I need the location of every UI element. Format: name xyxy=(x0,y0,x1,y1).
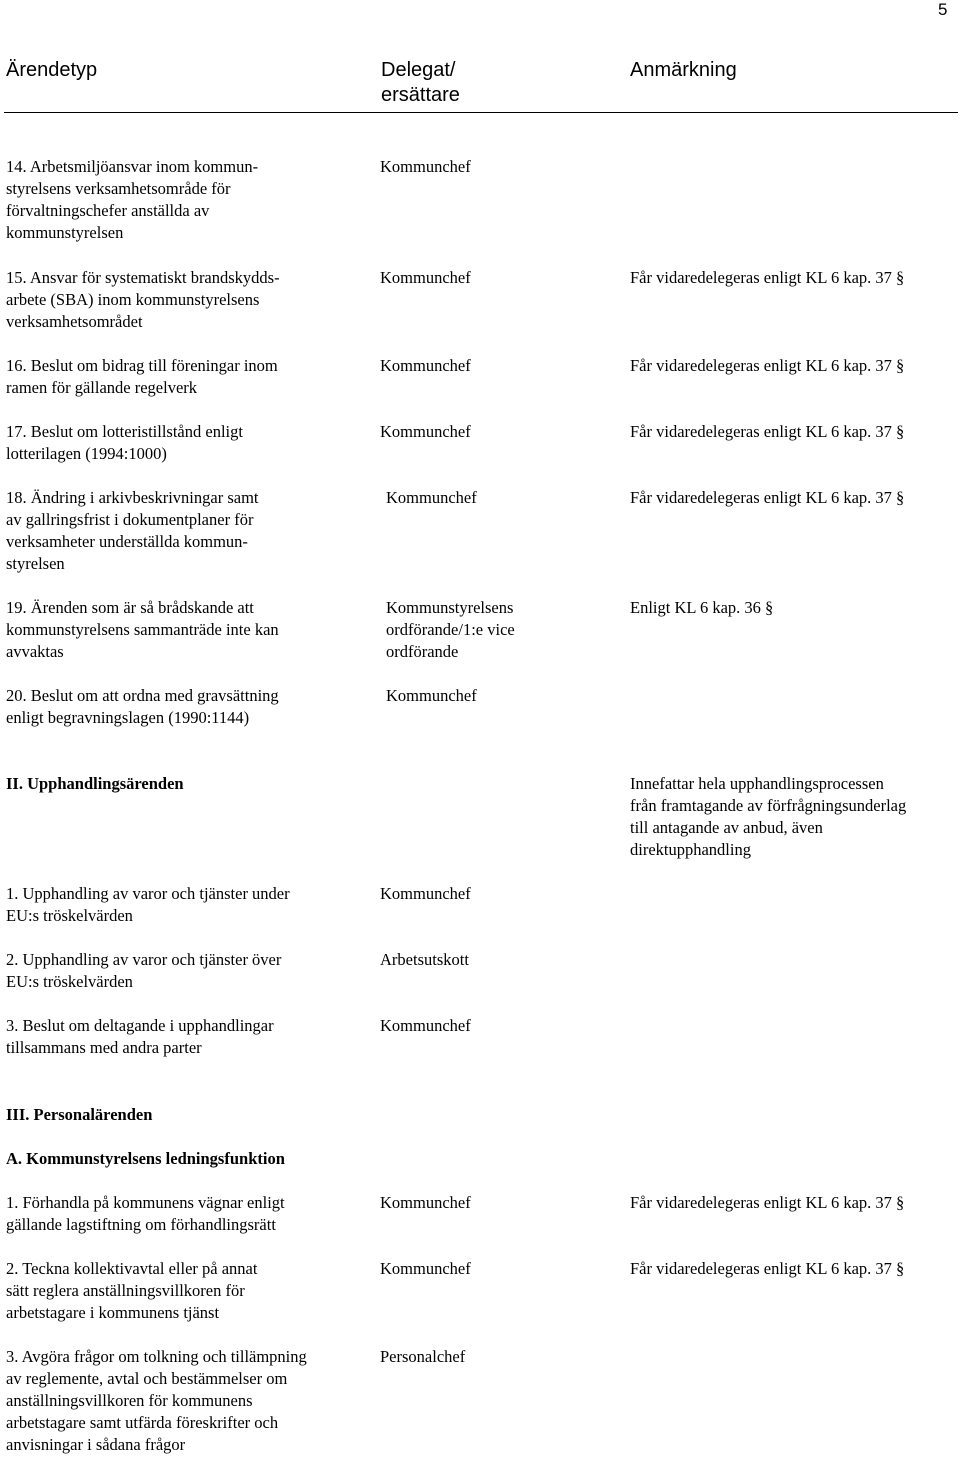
row-arendetyp: 14. Arbetsmiljöansvar inom kommun- styrelsens verksamhetsområde för förvaltningschefer anställda av kommunstyrelsen xyxy=(6,157,259,242)
header-delegat: Delegat/ ersättare xyxy=(381,59,460,106)
row-arendetyp: 3. Beslut om deltagande i upphandlingar tillsammans med andra parter xyxy=(6,1016,274,1057)
row-anmarkning: Får vidaredelegeras enligt KL 6 kap. 37 § xyxy=(630,488,905,507)
row-arendetyp: 2. Teckna kollektivavtal eller på annat sätt reglera anställningsvillkoren för arbetstagare i kommunens tjänst xyxy=(6,1259,258,1322)
header-arendetyp: Ärendetyp xyxy=(6,59,98,81)
row-anmarkning: Får vidaredelegeras enligt KL 6 kap. 37 § xyxy=(630,422,905,441)
row-delegat: Kommunchef xyxy=(386,488,477,507)
header-anmarkning: Anmärkning xyxy=(630,59,737,81)
row-delegat: Kommunchef xyxy=(380,157,471,176)
row-arendetyp: 1. Upphandling av varor och tjänster under EU:s tröskelvärden xyxy=(6,884,290,925)
row-delegat: Kommunchef xyxy=(380,1193,471,1212)
row-arendetyp: 19. Ärenden som är så brådskande att kommunstyrelsens sammanträde inte kan avvaktas xyxy=(6,598,279,661)
row-arendetyp: 3. Avgöra frågor om tolkning och tillämpning av reglemente, avtal och bestämmelser om anställningsvillkoren för kommunens arbetstagare samt utfärda föreskrifter och anvisningar i sådana frågor xyxy=(6,1347,307,1454)
row-delegat: Kommunstyrelsens ordförande/1:e vice ordförande xyxy=(386,598,515,661)
row-delegat: Arbetsutskott xyxy=(380,950,469,969)
row-delegat: Kommunchef xyxy=(386,686,477,705)
row-delegat: Kommunchef xyxy=(380,884,471,903)
row-anmarkning: Innefattar hela upphandlingsprocessen från framtagande av förfrågningsunderlag till antagande av anbud, även direktupphandling xyxy=(630,774,907,859)
row-delegat: Kommunchef xyxy=(380,268,471,287)
row-anmarkning: Får vidaredelegeras enligt KL 6 kap. 37 § xyxy=(630,1193,905,1212)
row-anmarkning: Får vidaredelegeras enligt KL 6 kap. 37 § xyxy=(630,268,905,287)
row-delegat: Kommunchef xyxy=(380,422,471,441)
section-heading: III. Personalärenden xyxy=(6,1105,153,1124)
row-delegat: Kommunchef xyxy=(380,1259,471,1278)
row-arendetyp: 1. Förhandla på kommunens vägnar enligt gällande lagstiftning om förhandlingsrätt xyxy=(6,1193,285,1234)
row-delegat: Kommunchef xyxy=(380,356,471,375)
subsection-heading: A. Kommunstyrelsens ledningsfunktion xyxy=(6,1149,285,1168)
row-arendetyp: 15. Ansvar för systematiskt brandskydds- arbete (SBA) inom kommunstyrelsens verksamhetsområdet xyxy=(6,268,280,331)
row-arendetyp: 20. Beslut om att ordna med gravsättning enligt begravningslagen (1990:1144) xyxy=(6,686,279,727)
row-anmarkning: Enligt KL 6 kap. 36 § xyxy=(630,598,774,617)
row-delegat: Personalchef xyxy=(380,1347,466,1366)
row-arendetyp: 17. Beslut om lotteristillstånd enligt lotterilagen (1994:1000) xyxy=(6,422,243,463)
row-arendetyp: 16. Beslut om bidrag till föreningar inom ramen för gällande regelverk xyxy=(6,356,278,397)
row-arendetyp: 18. Ändring i arkivbeskrivningar samt av gallringsfrist i dokumentplaner för verksamheter underställda kommun- styrelsen xyxy=(6,488,259,573)
header-divider xyxy=(4,112,958,113)
row-delegat: Kommunchef xyxy=(380,1016,471,1035)
row-anmarkning: Får vidaredelegeras enligt KL 6 kap. 37 § xyxy=(630,356,905,375)
table-header xyxy=(0,56,960,112)
row-arendetyp: 2. Upphandling av varor och tjänster över EU:s tröskelvärden xyxy=(6,950,282,991)
page-number: 5 xyxy=(938,0,948,19)
section-heading: II. Upphandlingsärenden xyxy=(6,774,184,793)
row-anmarkning: Får vidaredelegeras enligt KL 6 kap. 37 § xyxy=(630,1259,905,1278)
